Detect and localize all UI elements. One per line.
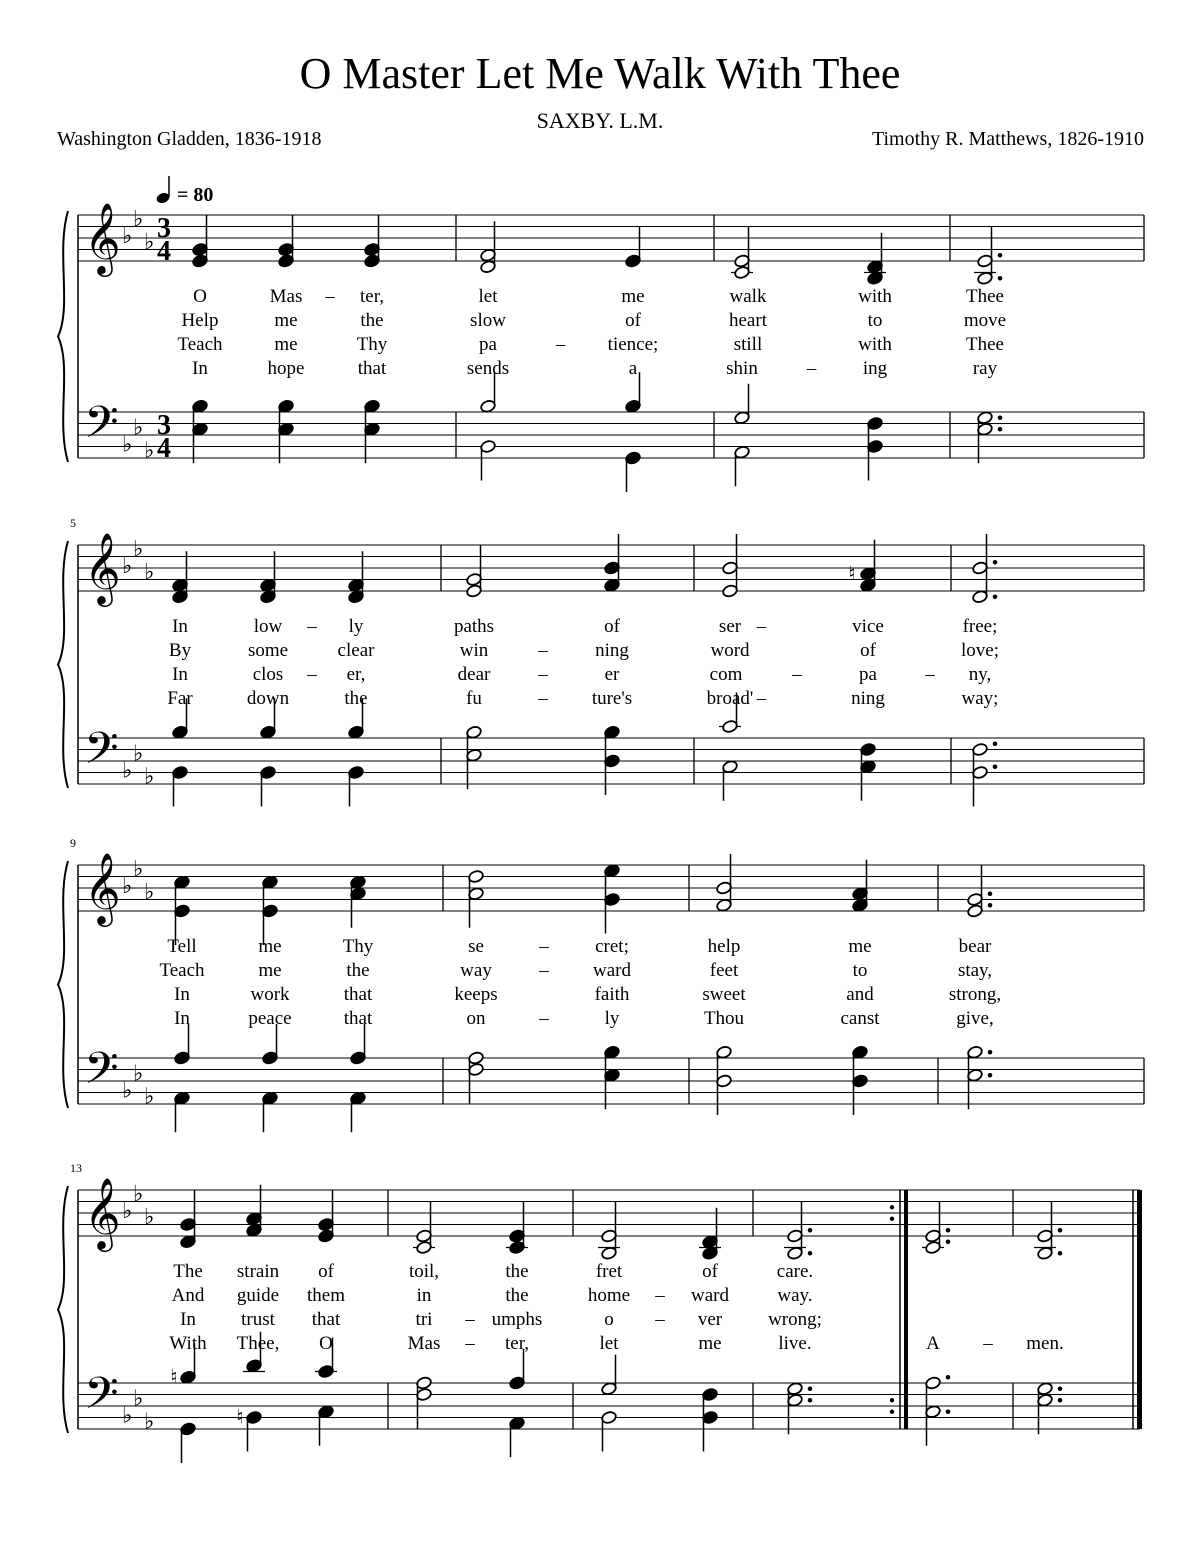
lyric-syllable: low — [253, 616, 283, 637]
treble-clef-icon: 𝄞 — [84, 851, 121, 924]
lyric-syllable: paths — [453, 616, 495, 637]
lyric-syllable: work — [250, 984, 290, 1005]
natural-icon: ♮ — [848, 560, 856, 585]
augmentation-dot — [988, 903, 993, 908]
flat-icon: ♭ — [144, 229, 155, 255]
lyric-syllable: Thee, — [236, 1333, 280, 1354]
lyric-syllable: me — [274, 334, 298, 355]
brace — [58, 1186, 68, 1433]
flat-icon: ♭ — [122, 1078, 133, 1104]
repeat-dot — [890, 1217, 894, 1221]
time-signature-bottom: 4 — [157, 236, 171, 267]
lyric-syllable: ning — [595, 640, 629, 661]
lyric-syllable: Thee — [966, 286, 1004, 307]
lyric-syllable: stay, — [957, 960, 993, 981]
time-signature-bottom: 4 — [157, 433, 171, 464]
lyric-syllable: Teach — [159, 960, 205, 981]
lyric-syllable: tience; — [607, 334, 659, 355]
treble-clef-icon: 𝄞 — [84, 531, 121, 604]
lyric-syllable: By — [168, 640, 192, 661]
lyric-syllable: win — [459, 640, 489, 661]
lyric-syllable: o — [604, 1309, 614, 1330]
lyric-syllable: tri — [415, 1309, 433, 1330]
lyric-syllable: wrong; — [768, 1309, 822, 1330]
lyric-syllable: that — [343, 1008, 373, 1029]
augmentation-dot — [988, 1050, 993, 1055]
augmentation-dot — [993, 741, 998, 746]
lyric-syllable: give, — [956, 1008, 994, 1029]
lyric-syllable: let — [478, 286, 498, 307]
lyric-syllable: – — [307, 616, 317, 637]
flat-icon: ♭ — [133, 206, 144, 232]
lyric-syllable: In — [192, 358, 208, 379]
lyric-syllable: – — [555, 334, 566, 355]
flat-icon: ♭ — [133, 741, 144, 767]
augmentation-dot — [946, 1375, 951, 1380]
lyric-syllable: ing — [862, 358, 888, 379]
measure-number: 5 — [70, 516, 76, 530]
lyric-syllable: of — [318, 1261, 334, 1282]
lyric-syllable: me — [621, 286, 645, 307]
lyric-syllable: word — [710, 640, 750, 661]
brace — [58, 861, 68, 1108]
lyric-syllable: me — [258, 936, 282, 957]
lyric-syllable: clos — [252, 664, 284, 685]
system-3 — [58, 836, 1144, 1132]
lyric-syllable: Mas — [407, 1333, 441, 1354]
lyric-syllable: In — [172, 664, 188, 685]
lyric-syllable: guide — [236, 1285, 280, 1306]
lyric-syllable: The — [173, 1261, 203, 1282]
lyric-syllable: free; — [962, 616, 998, 637]
tempo-marking — [155, 176, 213, 206]
lyric-syllable: hope — [267, 358, 305, 379]
lyric-syllable: that — [311, 1309, 341, 1330]
lyric-syllable: the — [344, 688, 368, 709]
lyric-syllable: the — [505, 1285, 529, 1306]
augmentation-dot — [946, 1239, 951, 1244]
lyric-syllable: ly — [348, 616, 364, 637]
lyric-syllable: way — [460, 960, 492, 981]
lyric-syllable: pa — [859, 664, 877, 685]
lyric-syllable: ser — [718, 616, 742, 637]
lyric-syllable: er — [604, 664, 620, 685]
lyric-syllable: – — [925, 664, 935, 685]
augmentation-dot — [998, 427, 1003, 432]
brace — [58, 211, 68, 462]
lyric-syllable: way. — [777, 1285, 813, 1306]
lyric-syllable: – — [806, 358, 817, 379]
augmentation-dot — [998, 253, 1003, 258]
lyric-syllable: – — [756, 616, 767, 637]
lyric-syllable: ny, — [968, 664, 992, 685]
lyric-syllable: – — [539, 1008, 549, 1029]
lyric-syllable: heart — [729, 310, 767, 331]
lyric-syllable: – — [655, 1285, 665, 1306]
augmentation-dot — [1058, 1228, 1063, 1233]
system-1 — [58, 201, 1144, 492]
flat-icon: ♭ — [144, 559, 155, 585]
measure-number: 13 — [70, 1161, 82, 1175]
natural-icon: ♮ — [170, 1364, 178, 1389]
lyric-syllable: dear — [457, 664, 491, 685]
lyric-syllable: Mas — [269, 286, 303, 307]
lyric-syllable: men. — [1026, 1333, 1064, 1354]
lyric-syllable: vice — [852, 616, 884, 637]
flat-icon: ♭ — [144, 1204, 155, 1230]
lyric-syllable: toil, — [408, 1261, 440, 1282]
lyric-syllable: – — [465, 1309, 475, 1330]
augmentation-dot — [998, 276, 1003, 281]
lyric-syllable: the — [360, 310, 384, 331]
lyric-syllable: of — [860, 640, 876, 661]
lyric-syllable: In — [180, 1309, 196, 1330]
lyric-syllable: move — [963, 310, 1007, 331]
system-2 — [58, 516, 1144, 807]
augmentation-dot — [988, 1073, 993, 1078]
augmentation-dot — [1058, 1251, 1063, 1256]
lyric-syllable: live. — [778, 1333, 812, 1354]
lyric-syllable: me — [274, 310, 298, 331]
bass-clef-icon: 𝄢 — [84, 722, 119, 785]
lyric-syllable: trust — [241, 1309, 275, 1330]
lyric-syllable: – — [538, 640, 548, 661]
flat-icon: ♭ — [144, 1409, 155, 1435]
lyric-syllable: on — [466, 1008, 486, 1029]
lyric-syllable: umphs — [491, 1309, 543, 1330]
lyric-syllable: slow — [470, 310, 506, 331]
lyric-syllable: feet — [709, 960, 739, 981]
time-signature-top: 3 — [157, 410, 171, 441]
lyric-syllable: the — [346, 960, 370, 981]
lyric-syllable: – — [792, 664, 802, 685]
lyric-syllable: Thee — [966, 334, 1004, 355]
lyric-syllable: bear — [958, 936, 992, 957]
lyric-syllable: to — [867, 310, 883, 331]
lyric-syllable: – — [539, 936, 549, 957]
lyric-syllable: ver — [697, 1309, 723, 1330]
lyric-syllable: Thy — [342, 936, 374, 957]
lyric-syllable: of — [702, 1261, 718, 1282]
bass-clef-icon: 𝄢 — [84, 396, 119, 459]
lyric-syllable: with — [858, 334, 892, 355]
flat-icon: ♭ — [133, 1181, 144, 1207]
lyric-syllable: that — [357, 358, 387, 379]
flat-icon: ♭ — [133, 1386, 144, 1412]
lyric-syllable: fu — [466, 688, 482, 709]
time-signature-top: 3 — [157, 213, 171, 244]
augmentation-dot — [993, 560, 998, 565]
lyric-syllable: ward — [593, 960, 631, 981]
lyric-syllable: ter, — [359, 286, 385, 307]
augmentation-dot — [1058, 1386, 1063, 1391]
lyric-syllable: me — [258, 960, 282, 981]
lyric-syllable: sends — [466, 358, 510, 379]
flat-icon: ♭ — [122, 432, 133, 458]
lyric-syllable: com — [709, 664, 743, 685]
lyric-syllable: In — [174, 984, 190, 1005]
lyric-syllable: in — [416, 1285, 432, 1306]
augmentation-dot — [998, 415, 1003, 420]
lyric-syllable: love; — [961, 640, 999, 661]
lyric-syllable: Thy — [356, 334, 388, 355]
lyric-syllable: A — [926, 1333, 940, 1354]
lyric-syllable: Thou — [703, 1008, 745, 1029]
lyric-syllable: broad' — [706, 688, 754, 709]
lyric-syllable: peace — [248, 1008, 292, 1029]
lyric-syllable: home — [587, 1285, 631, 1306]
final-barline — [1137, 1190, 1142, 1429]
augmentation-dot — [808, 1228, 813, 1233]
lyric-syllable: keeps — [454, 984, 498, 1005]
bass-clef-icon: 𝄢 — [84, 1367, 119, 1430]
flat-icon: ♭ — [133, 536, 144, 562]
lyric-syllable: to — [852, 960, 868, 981]
lyric-syllable: strain — [236, 1261, 280, 1282]
augmentation-dot — [808, 1251, 813, 1256]
lyric-syllable: of — [604, 616, 620, 637]
flat-icon: ♭ — [144, 764, 155, 790]
natural-icon: ♮ — [236, 1404, 244, 1429]
lyric-syllable: – — [756, 688, 767, 709]
lyric-syllable: O — [193, 286, 207, 307]
lyric-syllable: ter, — [504, 1333, 530, 1354]
augmentation-dot — [946, 1228, 951, 1233]
lyric-syllable: – — [465, 1333, 475, 1354]
lyric-syllable: In — [174, 1008, 190, 1029]
lyric-syllable: help — [707, 936, 741, 957]
lyric-syllable: fret — [595, 1261, 623, 1282]
lyric-syllable: of — [625, 310, 641, 331]
lyric-syllable: In — [172, 616, 188, 637]
lyric-syllable: se — [468, 936, 484, 957]
lyric-syllable: – — [539, 960, 549, 981]
lyric-syllable: way; — [961, 688, 999, 709]
augmentation-dot — [988, 891, 993, 896]
lyric-syllable: ward — [691, 1285, 729, 1306]
composer-credit: Timothy R. Matthews, 1826-1910 — [871, 128, 1144, 150]
flat-icon: ♭ — [144, 1084, 155, 1110]
flat-icon: ♭ — [144, 438, 155, 464]
lyric-syllable: ture's — [591, 688, 633, 709]
measure-number: 9 — [70, 836, 76, 850]
lyric-syllable: still — [733, 334, 763, 355]
lyric-syllable: clear — [337, 640, 375, 661]
lyric-syllable: pa — [479, 334, 497, 355]
flat-icon: ♭ — [122, 554, 133, 579]
augmentation-dot — [946, 1409, 951, 1414]
treble-clef-icon: 𝄞 — [84, 201, 121, 274]
lyric-syllable: And — [171, 1285, 205, 1306]
augmentation-dot — [993, 594, 998, 599]
tempo-text: = 80 — [177, 184, 214, 206]
flat-icon: ♭ — [122, 1403, 133, 1429]
lyric-syllable: them — [307, 1285, 345, 1306]
flat-icon: ♭ — [122, 224, 133, 249]
tune-name: SAXBY. L.M. — [536, 108, 664, 133]
lyric-syllable: ray — [972, 358, 998, 379]
lyric-syllable: care. — [776, 1261, 814, 1282]
lyric-syllable: Help — [181, 310, 219, 331]
lyric-syllable: a — [628, 358, 638, 379]
bass-clef-icon: 𝄢 — [84, 1042, 119, 1105]
flat-icon: ♭ — [133, 856, 144, 882]
lyric-syllable: ning — [851, 688, 885, 709]
lyric-syllable: down — [246, 688, 290, 709]
lyric-syllable: me — [848, 936, 872, 957]
flat-icon: ♭ — [122, 1199, 133, 1224]
lyric-syllable: Tell — [167, 936, 197, 957]
lyric-syllable: the — [505, 1261, 529, 1282]
lyric-syllable: er, — [346, 664, 366, 685]
lyric-syllable: Far — [167, 688, 193, 709]
lyric-syllable: Teach — [177, 334, 223, 355]
augmentation-dot — [808, 1398, 813, 1403]
augmentation-dot — [808, 1386, 813, 1391]
lyric-syllable: that — [343, 984, 373, 1005]
lyric-syllable: and — [846, 984, 874, 1005]
lyric-syllable: sweet — [702, 984, 746, 1005]
lyric-syllable: O — [319, 1333, 333, 1354]
lyric-syllable: ly — [604, 1008, 620, 1029]
lyric-syllable: – — [538, 664, 548, 685]
lyric-syllable: – — [538, 688, 548, 709]
system-4 — [58, 1161, 1142, 1463]
repeat-dot — [890, 1398, 894, 1402]
lyric-syllable: strong, — [948, 984, 1002, 1005]
flat-icon: ♭ — [122, 874, 133, 899]
hymn-title: O Master Let Me Walk With Thee — [299, 49, 901, 98]
lyric-syllable: let — [599, 1333, 619, 1354]
lyric-syllable: – — [655, 1309, 665, 1330]
lyric-syllable: cret; — [595, 936, 629, 957]
repeat-dot — [890, 1205, 894, 1209]
lyric-syllable: with — [858, 286, 892, 307]
lyric-syllable: me — [698, 1333, 722, 1354]
lyric-syllable: shin — [726, 358, 758, 379]
repeat-dot — [890, 1410, 894, 1414]
lyric-syllable: – — [307, 664, 317, 685]
treble-clef-icon: 𝄞 — [84, 1176, 121, 1249]
lyric-syllable: canst — [840, 1008, 880, 1029]
augmentation-dot — [1058, 1398, 1063, 1403]
brace — [58, 541, 68, 788]
thick-barline — [904, 1190, 908, 1429]
augmentation-dot — [993, 764, 998, 769]
lyric-syllable: walk — [729, 286, 767, 307]
flat-icon: ♭ — [144, 879, 155, 905]
lyric-syllable: With — [169, 1333, 207, 1354]
lyric-syllable: faith — [594, 984, 630, 1005]
flat-icon: ♭ — [133, 415, 144, 441]
lyricist-credit: Washington Gladden, 1836-1918 — [57, 128, 322, 150]
lyric-syllable: some — [247, 640, 289, 661]
lyric-syllable: – — [983, 1333, 993, 1354]
flat-icon: ♭ — [122, 758, 133, 784]
flat-icon: ♭ — [133, 1061, 144, 1087]
lyric-syllable: – — [325, 286, 335, 307]
